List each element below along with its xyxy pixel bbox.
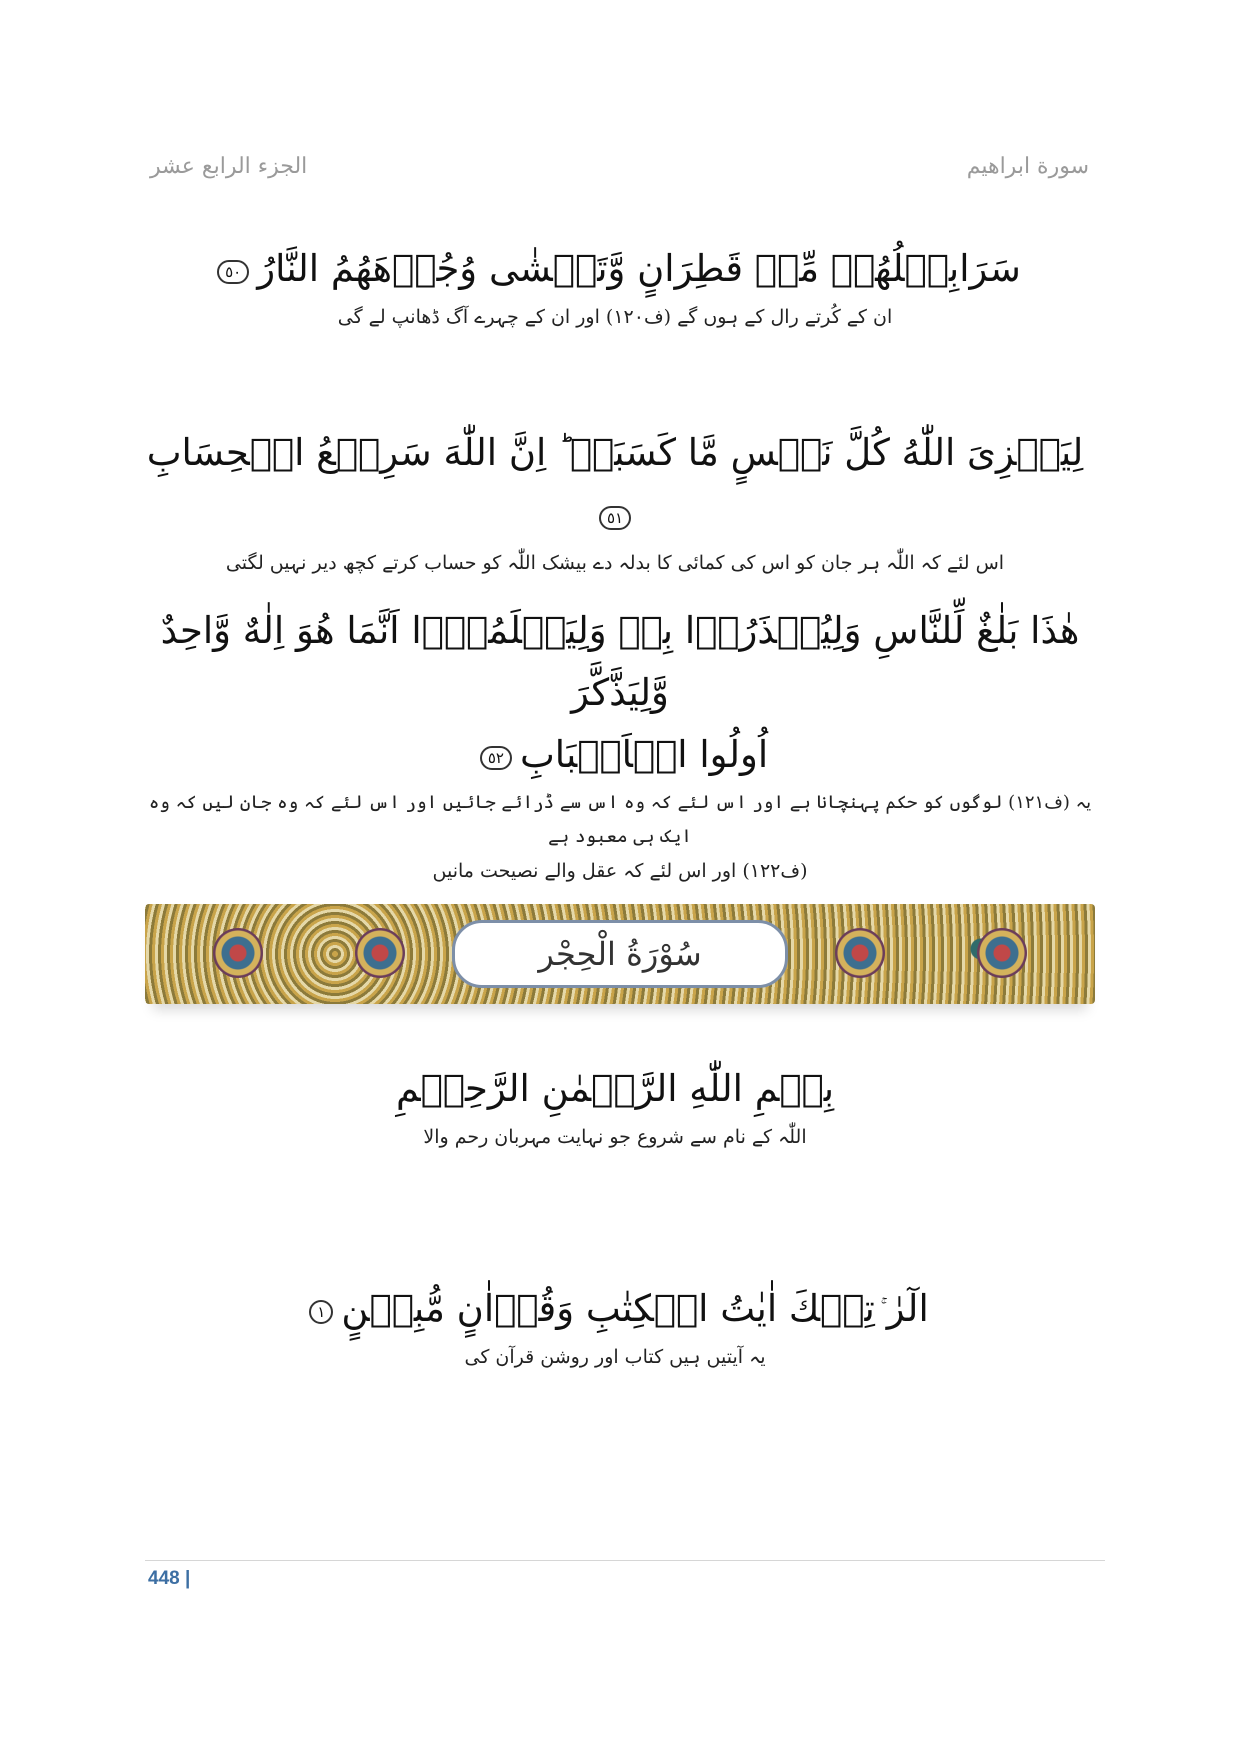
surah-title: سُوْرَةُ الْحِجْر [452,920,788,988]
ayah-number: ٥٢ [480,746,512,770]
verse-50 [130,238,1100,334]
verse-arabic-line-1: هٰذَا بَلٰغٌ لِّلنَّاسِ وَلِيُنۡذَرُوۡا بِهٖ وَلِيَعۡلَمُوۡۤا اَنَّمَا هُوَ اِلٰهٌ وَّاحِدٌ وَّلِيَذَّكَّرَ [160,609,1080,714]
verse-arabic: تِلۡكَ اٰيٰتُ الۡكِتٰبِ وَقُرۡاٰنٍ مُّبِيۡنٍ [341,1287,875,1330]
juz-header: الجزء الرابع عشر [150,154,308,179]
ayah-number: ٥١ [599,506,631,530]
verse-translation: یہ آیتیں ہیں کتاب اور روشن قرآن کی [464,1346,766,1368]
surah-header: سورة ابراهيم [966,154,1089,179]
bismillah [130,1058,1100,1154]
ornament-medallion-icon [835,928,885,978]
bismillah-arabic: بِسۡمِ اللّٰهِ الرَّحۡمٰنِ الرَّحِيۡمِ [395,1067,835,1110]
page-number: 448 | [148,1568,191,1589]
verse-arabic-start: الٓرٰ [886,1287,929,1330]
ornament-medallion-icon [977,928,1027,978]
verse-arabic-text [130,422,1100,546]
verse-translation: ان کے کُرتے رال کے ہوں گے (ف۱۲۰) اور ان کے چہرے آگ ڈھانپ لے گی [337,306,893,328]
verse-arabic-line-2 [140,724,1100,786]
verse-translation-line-1: یہ (ف۱۲۱) لوگوں کو حکم پہنچانا ہے اور اس لئے کہ وہ اس سے ڈرائے جائیں اور اس لئے کہ وہ جان لیں کہ وہ ایک ہی معبود ہے [148,792,1092,847]
verse-arabic: اُولُوا الۡاَلۡبَابِ [519,733,769,776]
verse-arabic: سَرَابِيۡلُهُمۡ مِّنۡ قَطِرَانٍ وَّتَغۡشٰى وُجُوۡهَهُمُ النَّارُ [257,247,1021,290]
ornament-medallion-icon [213,928,263,978]
verse-51 [130,422,1100,580]
footer-divider [145,1560,1105,1561]
verse-translation: اس لئے کہ اللّٰہ ہر جان کو اس کی کمائی کا بدلہ دے بیشک اللّٰہ کو حساب کرتے کچھ دیر نہیں لگتی [225,552,1005,574]
verse-translation-line-2: (ف۱۲۲) اور اس لئے کہ عقل والے نصیحت مانیں [432,860,808,882]
ornament-medallion-icon [355,928,405,978]
verse-arabic-text [130,1278,1100,1340]
ayah-number: ١ [309,1300,333,1324]
verse-arabic: لِيَجۡزِىَ اللّٰهُ كُلَّ نَفۡسٍ مَّا كَسَبَتۡ ؕ اِنَّ اللّٰهَ سَرِيۡعُ الۡحِسَابِ [146,431,1084,474]
verse-1 [130,1278,1100,1374]
verse-52 [140,600,1100,888]
surah-title-banner [145,904,1095,1004]
ayah-number: ٥٠ [217,260,249,284]
verse-arabic-text [130,238,1100,300]
bismillah-translation: اللّٰہ کے نام سے شروع جو نہایت مہربان رحم والا [423,1126,807,1148]
